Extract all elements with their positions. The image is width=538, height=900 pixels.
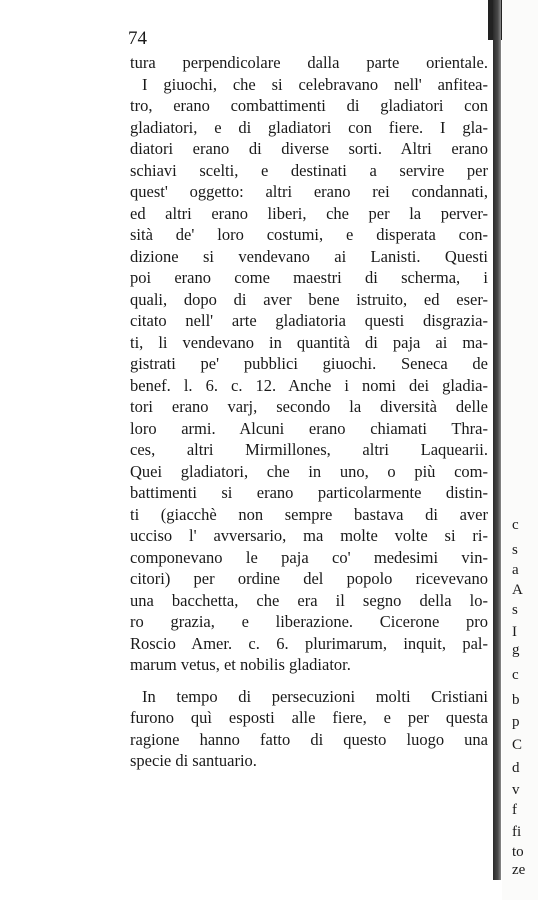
text-line: I giuochi, che si celebravano nell' anfitea- (142, 74, 488, 94)
next-page-fragment: fi (512, 824, 522, 840)
text-line: Quei gladiatori, che in uno, o più com- (130, 461, 488, 481)
binding-gutter (493, 0, 501, 880)
text-line: quali, dopo di aver bene istruito, ed eser- (130, 289, 488, 309)
text-line: poi erano come maestri di scherma, i (130, 268, 488, 287)
text-line: ti, li vendevano in quantità di paja ai ma- (130, 332, 488, 352)
text-line: marum vetus, et nobilis gladiator. (130, 655, 351, 674)
text-line: battimenti si erano particolarmente distin- (130, 483, 488, 502)
text-line: citori) per ordine del popolo ricevevano (130, 569, 488, 588)
text-line: ces, altri Mirmillones, altri Laquearii. (130, 440, 488, 459)
next-page-fragment: c (512, 667, 519, 683)
text-line: diatori erano di diverse sorti. Altri erano (130, 139, 488, 158)
text-line: loro armi. Alcuni erano chiamati Thra- (130, 418, 488, 438)
text-line: ed altri erano liberi, che per la perver- (130, 203, 488, 223)
text-line: furono quì esposti alle fiere, e per questa (130, 708, 488, 727)
text-line: gistrati pe' pubblici giuochi. Seneca de (130, 354, 488, 373)
text-line: componevano le paja co' medesimi vin- (130, 547, 488, 567)
next-page-fragment: v (512, 782, 520, 798)
text-line: quest' oggetto: altri erano rei condannati, (130, 182, 488, 201)
next-page-fragment: C (512, 737, 523, 753)
next-page-fragment: f (512, 802, 517, 818)
text-line: In tempo di persecuzioni molti Cristiani (142, 686, 488, 706)
next-page-fragment: a (512, 562, 519, 578)
next-page-fragment: d (512, 760, 520, 776)
paragraph-gap (130, 676, 488, 686)
next-page-fragment: p (512, 714, 520, 730)
text-line: tro, erano combattimenti di gladiatori con (130, 96, 488, 115)
next-page-fragment: A (512, 582, 523, 598)
text-line: schiavi scelti, e destinati a servire per (130, 160, 488, 180)
next-page-fragment: s (512, 602, 518, 618)
body-text (130, 52, 488, 772)
next-page-fragment: c (512, 517, 519, 533)
next-page-fragment: to (512, 844, 524, 860)
page-number: 74 (128, 28, 147, 49)
text-line: sità de' loro costumi, e disperata con- (130, 225, 488, 244)
text-line: ti (giacchè non sempre bastava di aver (130, 504, 488, 524)
next-page-fragment: b (512, 692, 520, 708)
text-line: ragione hanno fatto di questo luogo una (130, 729, 488, 749)
next-page-fragment: g (512, 642, 520, 658)
text-line: ucciso l' avversario, ma molte volte si ri- (130, 526, 488, 545)
text-line: Roscio Amer. c. 6. plurimarum, inquit, pal- (130, 633, 488, 653)
text-line: una bacchetta, che era il segno della lo- (130, 590, 488, 610)
next-page-fragment: I (512, 624, 517, 640)
text-line: benef. l. 6. c. 12. Anche i nomi dei gladia- (130, 375, 488, 395)
text-line: specie di santuario. (130, 751, 257, 770)
adjacent-page-edge (502, 0, 538, 900)
text-line: ro grazia, e liberazione. Cicerone pro (130, 612, 488, 631)
text-line: dizione si vendevano ai Lanisti. Questi (130, 246, 488, 266)
text-line: tori erano varj, secondo la diversità delle (130, 397, 488, 416)
text-line: citato nell' arte gladiatoria questi disgrazia- (130, 311, 488, 330)
text-line: gladiatori, e di gladiatori con fiere. I gla- (130, 117, 488, 137)
next-page-fragment: s (512, 542, 518, 558)
next-page-fragment: ze (512, 862, 526, 878)
text-line: tura perpendicolare dalla parte orientale. (130, 53, 488, 72)
